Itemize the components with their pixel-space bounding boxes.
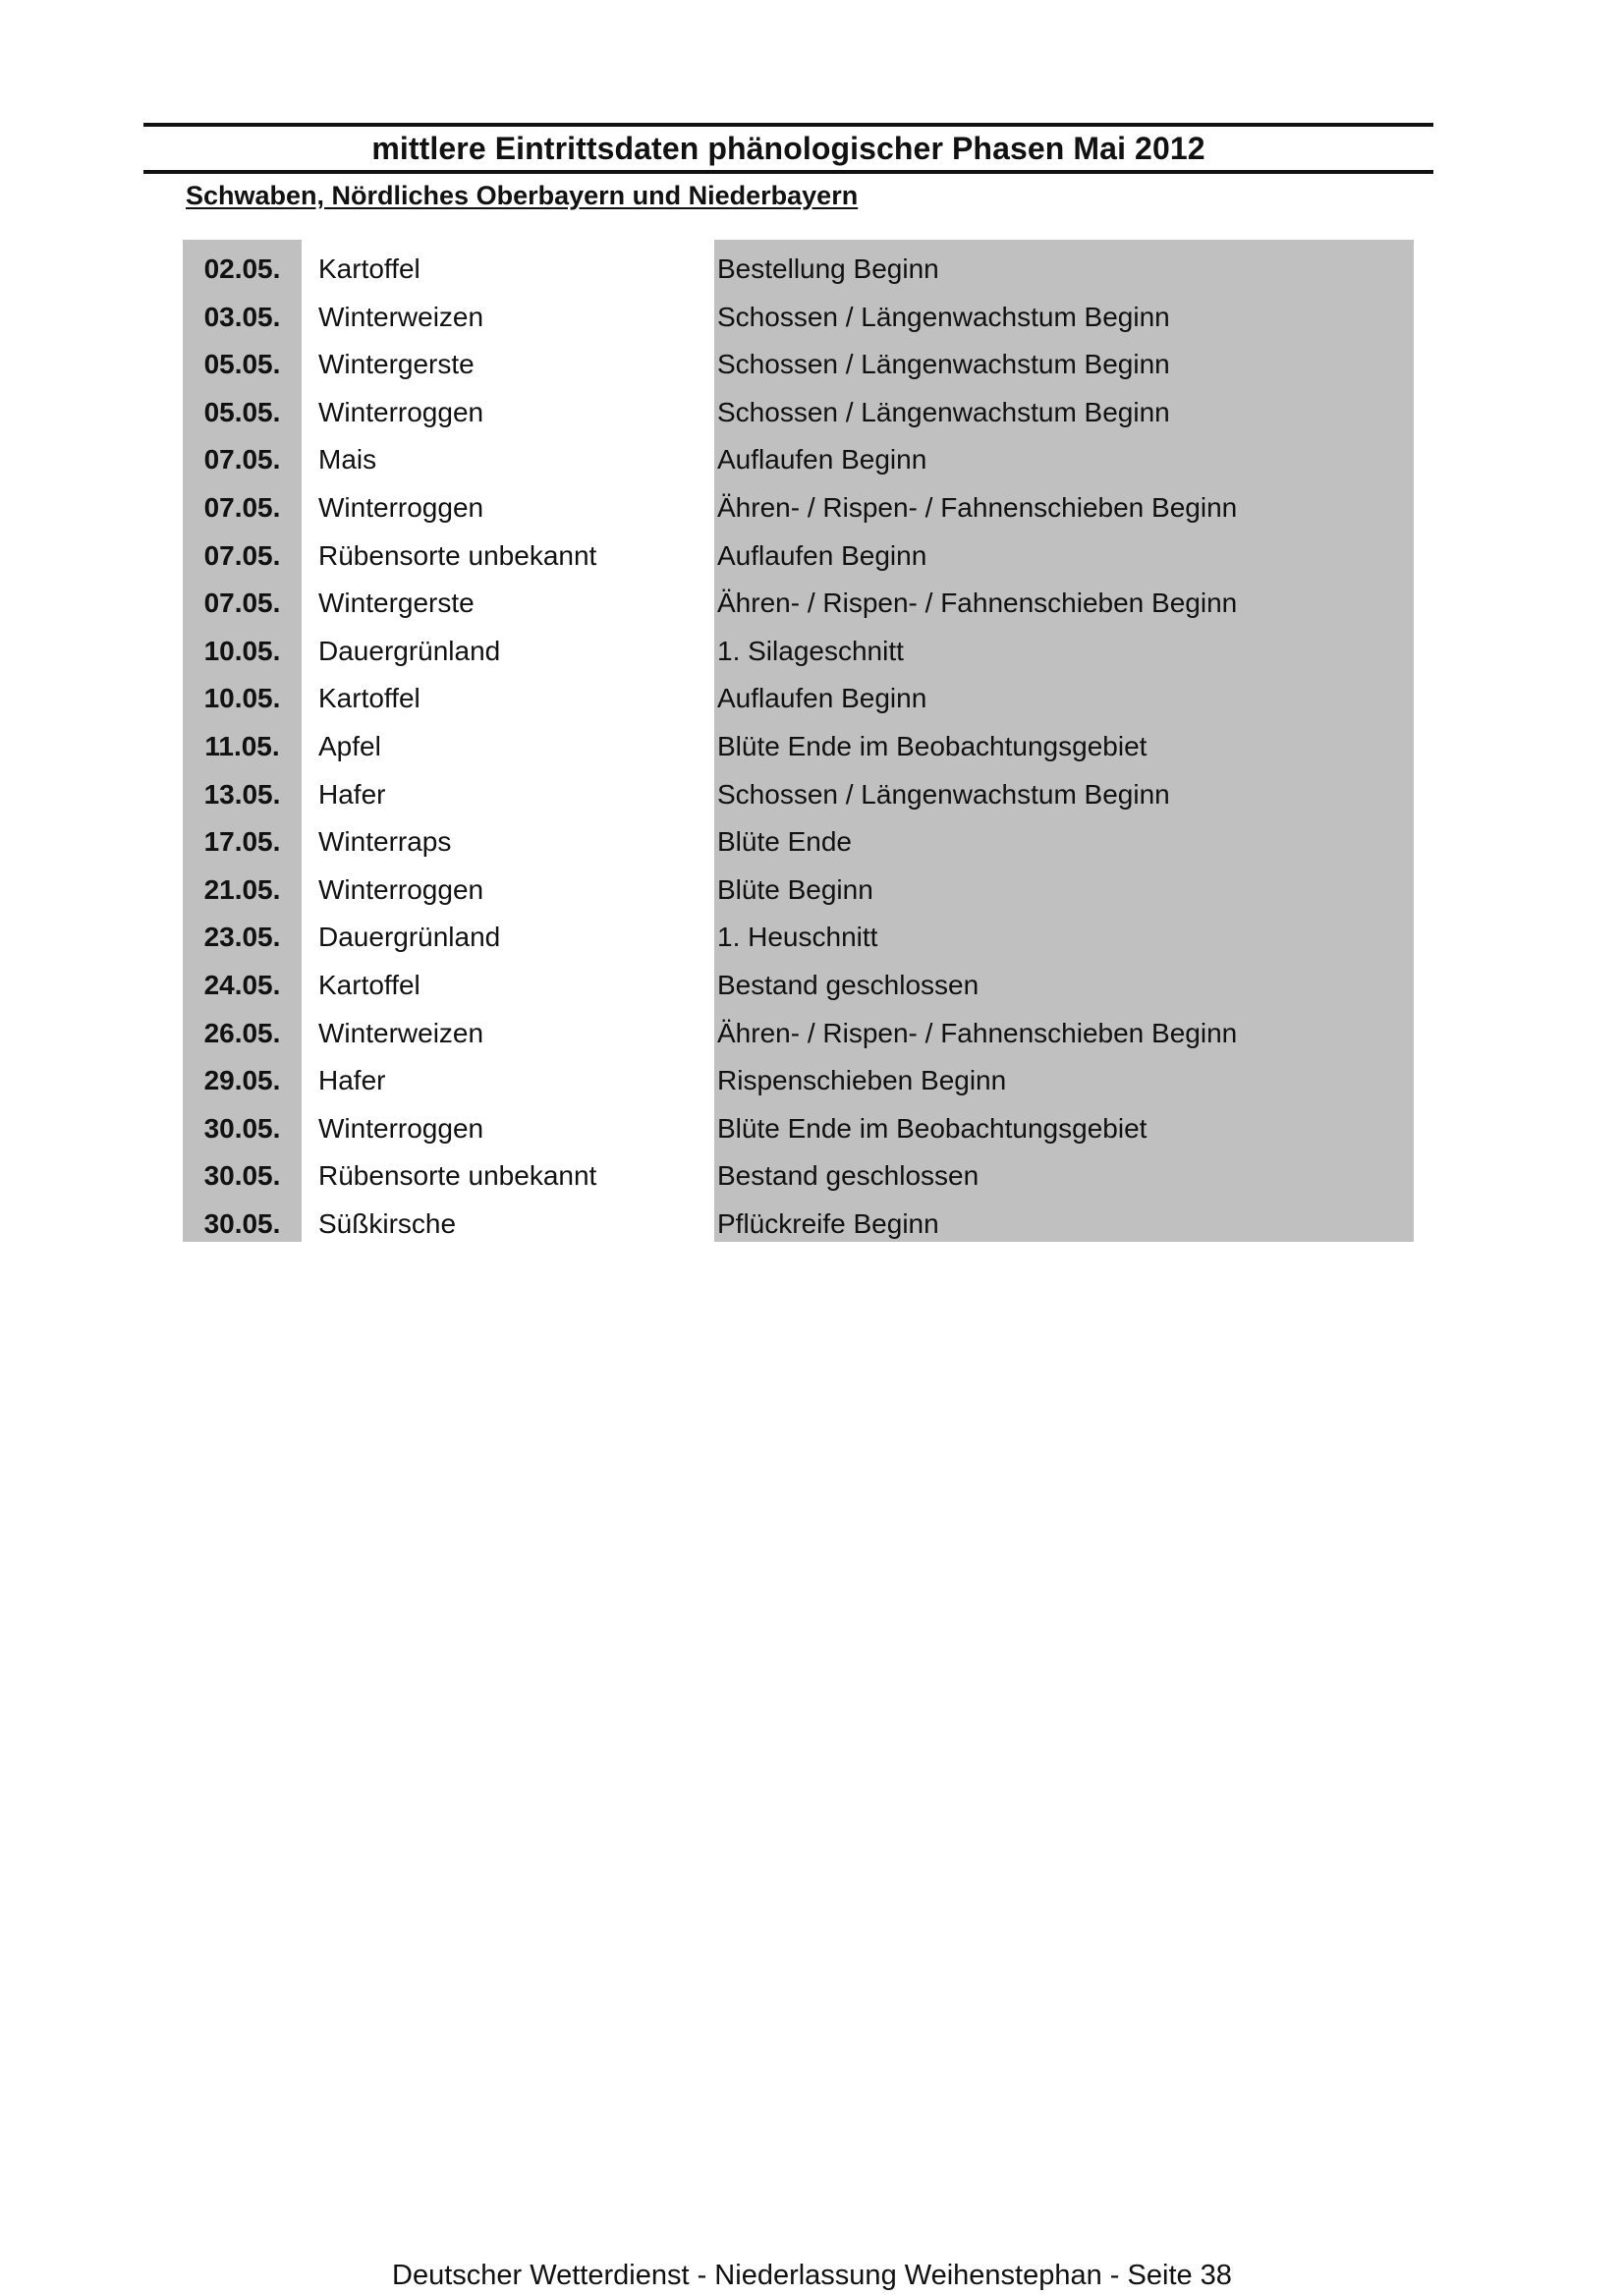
crop-cell: Kartoffel [318, 253, 420, 284]
table-row [183, 294, 1414, 342]
crop-cell: Wintergerste [318, 588, 475, 619]
phase-cell: Auflaufen Beginn [717, 683, 927, 714]
phase-cell: 1. Heuschnitt [717, 922, 878, 953]
phase-cell: 1. Silageschnitt [717, 635, 904, 666]
page-footer: Deutscher Wetterdienst - Niederlassung Weihenstephan - Seite 38 [392, 2260, 1232, 2291]
date-cell: 23.05. [203, 922, 281, 953]
date-cell: 13.05. [203, 778, 281, 810]
date-cell: 07.05. [203, 588, 281, 619]
table-row [183, 962, 1414, 1010]
crop-cell: Winterweizen [318, 301, 484, 332]
table-row [183, 771, 1414, 819]
crop-cell: Winterroggen [318, 396, 484, 427]
date-cell: 10.05. [203, 635, 281, 666]
phase-cell: Ähren- / Rispen- / Fahnenschieben Beginn [717, 1017, 1238, 1048]
phase-cell: Schossen / Längenwachstum Beginn [717, 396, 1170, 427]
table-row [183, 628, 1414, 676]
phase-cell: Pflückreife Beginn [717, 1207, 939, 1239]
table-row [183, 818, 1414, 867]
table-row [183, 1010, 1414, 1058]
phase-cell: Schossen / Längenwachstum Beginn [717, 349, 1170, 380]
phase-cell: Bestellung Beginn [717, 253, 939, 284]
phase-cell: Blüte Beginn [717, 873, 873, 905]
table-row [183, 914, 1414, 962]
crop-cell: Süßkirsche [318, 1207, 457, 1239]
date-cell: 02.05. [203, 253, 281, 284]
crop-cell: Winterroggen [318, 873, 484, 905]
phase-cell: Ähren- / Rispen- / Fahnenschieben Beginn [717, 491, 1238, 523]
phase-cell: Bestand geschlossen [717, 1160, 980, 1192]
crop-cell: Dauergrünland [318, 922, 501, 953]
phase-cell: Blüte Ende im Beobachtungsgebiet [717, 1112, 1148, 1144]
date-cell: 21.05. [203, 873, 281, 905]
table-row [183, 675, 1414, 723]
crop-cell: Wintergerste [318, 349, 475, 380]
table-row [183, 532, 1414, 581]
date-cell: 05.05. [203, 349, 281, 380]
date-cell: 24.05. [203, 969, 281, 1000]
table-row [183, 246, 1414, 294]
crop-cell: Hafer [318, 778, 386, 810]
table-row [183, 484, 1414, 532]
title-block [143, 123, 1433, 174]
date-cell: 26.05. [203, 1017, 281, 1048]
date-cell: 05.05. [203, 396, 281, 427]
page-title: mittlere Eintrittsdaten phänologischer Phasen Mai 2012 [371, 130, 1205, 166]
table-row [183, 1152, 1414, 1201]
table-row [183, 1057, 1414, 1105]
table-row [183, 389, 1414, 437]
table-row [183, 341, 1414, 389]
phase-cell: Blüte Ende [717, 826, 852, 858]
crop-cell: Hafer [318, 1065, 386, 1096]
date-cell: 07.05. [203, 491, 281, 523]
region-heading: Schwaben, Nördliches Oberbayern und Niederbayern [186, 181, 859, 210]
table-row [183, 1201, 1414, 1249]
crop-cell: Winterraps [318, 826, 452, 858]
table-row [183, 580, 1414, 628]
crop-cell: Kartoffel [318, 683, 420, 714]
phase-cell: Bestand geschlossen [717, 969, 980, 1000]
phase-cell: Schossen / Längenwachstum Beginn [717, 301, 1170, 332]
table-row [183, 436, 1414, 484]
crop-cell: Mais [318, 444, 377, 476]
phase-cell: Schossen / Längenwachstum Beginn [717, 778, 1170, 810]
table-row [183, 867, 1414, 915]
date-cell: 11.05. [204, 730, 280, 761]
crop-cell: Winterweizen [318, 1017, 484, 1048]
phase-cell: Rispenschieben Beginn [717, 1065, 1007, 1096]
crop-cell: Apfel [318, 730, 381, 761]
date-cell: 30.05. [203, 1207, 281, 1239]
crop-cell: Rübensorte unbekannt [318, 539, 597, 571]
phase-cell: Blüte Ende im Beobachtungsgebiet [717, 730, 1148, 761]
date-cell: 30.05. [203, 1160, 281, 1192]
date-cell: 07.05. [203, 539, 281, 571]
date-cell: 10.05. [203, 683, 281, 714]
date-cell: 29.05. [203, 1065, 281, 1096]
phase-cell: Auflaufen Beginn [717, 444, 927, 476]
date-cell: 07.05. [203, 444, 281, 476]
crop-cell: Rübensorte unbekannt [318, 1160, 597, 1192]
crop-cell: Dauergrünland [318, 635, 501, 666]
date-cell: 30.05. [203, 1112, 281, 1144]
date-cell: 17.05. [203, 826, 281, 858]
phase-cell: Auflaufen Beginn [717, 539, 927, 571]
table-row [183, 1105, 1414, 1153]
crop-cell: Winterroggen [318, 1112, 484, 1144]
crop-cell: Winterroggen [318, 491, 484, 523]
date-cell: 03.05. [203, 301, 281, 332]
table-rows [183, 246, 1414, 1248]
crop-cell: Kartoffel [318, 969, 420, 1000]
phase-cell: Ähren- / Rispen- / Fahnenschieben Beginn [717, 588, 1238, 619]
table-row [183, 723, 1414, 771]
